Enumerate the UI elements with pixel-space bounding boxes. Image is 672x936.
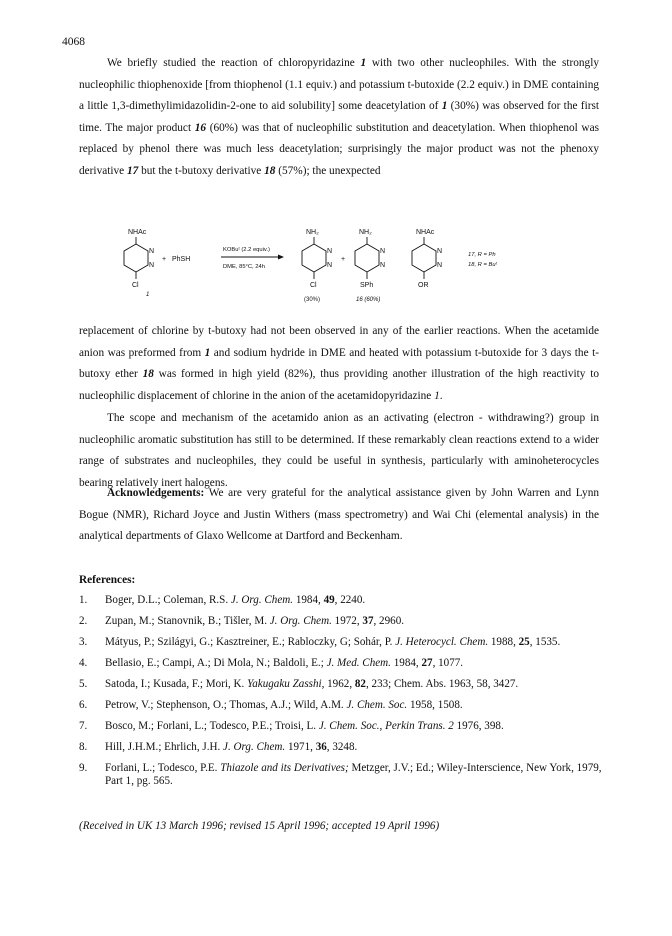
svg-text:OR: OR (418, 282, 429, 289)
reference-text: Forlani, L.; Todesco, P.E. Thiazole and its Derivatives; Metzger, J.V.; Ed.; Wiley-Interscience, New York, 1979, Part 1, pg. 565. (105, 762, 602, 787)
reference-text: Hill, J.H.M.; Ehrlich, J.H. J. Org. Chem. 1971, 36, 3248. (105, 741, 358, 753)
svg-text:NHAc: NHAc (416, 229, 435, 236)
svg-text:NH₂: NH₂ (306, 229, 319, 236)
svg-text:+: + (162, 256, 167, 263)
paragraph-1: We briefly studied the reaction of chloropyridazine 1 with two other nucleophiles. With the strongly nucleophilic thiophenoxide [from thiophenol (1.1 equiv.) and potassium t-butoxide (2.2 equiv.) in DME containing a little 1,3-dimethylimidazolidin-2-one to aid solubility] some deacetylation of 1 (30%) was observed for the first time. The major product 16 (60%) was that of nucleophilic substitution and deacetylation. When thiophenol was replaced by phenol there was much less deacetylation; surprisingly the major product was not the phenoxy derivative 17 but the t-butoxy derivative 18 (57%); the unexpected (79, 57, 599, 177)
reference-number: 1. (79, 594, 88, 606)
paragraph-2: replacement of chlorine by t-butoxy had not been observed in any of the earlier reactions. When the acetamide anion was preformed from 1 and sodium hydride in DME and heated with potassium t-butoxide for 3 days the t-butoxy ether 18 was formed in high yield (82%), thus providing another illustration of the high reactivity to nucleophilic displacement of chlorine in the anion of the acetamidopyridazine 1. (79, 325, 599, 402)
reference-number: 2. (79, 615, 88, 627)
references-heading: References: (79, 574, 136, 586)
svg-text:17, R = Ph: 17, R = Ph (468, 252, 496, 258)
paragraph-3: The scope and mechanism of the acetamido anion as an activating (electron - withdrawing?) group in nucleophilic aromatic substitution has still to be determined. If these remarkably clean reactions extend to a wider range of substrates and nucleophiles, they could be useful in synthesis, particularly with aminoheterocycles bearing relatively inert halogens. (79, 412, 599, 489)
svg-text:Cl: Cl (310, 282, 317, 289)
reference-text: Mátyus, P.; Szilágyi, G.; Kasztreiner, E.; Rabloczky, G; Sohár, P. J. Heterocycl. Chem. 1988, 25, 1535. (105, 636, 561, 648)
svg-text:N: N (380, 248, 386, 255)
svg-text:(30%): (30%) (304, 297, 321, 303)
reference-text: Bosco, M.; Forlani, L.; Todesco, P.E.; Troisi, L. J. Chem. Soc., Perkin Trans. 2 1976, 398. (105, 720, 504, 732)
svg-text:KOBuᵗ (2.2 equiv.): KOBuᵗ (2.2 equiv.) (223, 247, 270, 253)
reactant-1-structure (124, 229, 154, 298)
reference-number: 7. (79, 720, 88, 732)
page-number: 4068 (62, 36, 85, 48)
acknowledgements: Acknowledgements: We are very grateful for the analytical assistance given by John Warren and Lynn Bogue (NMR), Richard Joyce and Justin Withers (mass spectrometry) and Wai Chi (elemental analysis) in the analytical departments of Glaxo Wellcome at Dartford and Beckenham. (79, 487, 599, 543)
svg-text:N: N (380, 262, 386, 269)
svg-text:N: N (327, 248, 333, 255)
reference-number: 8. (79, 741, 88, 753)
reference-text: Zupan, M.; Stanovnik, B.; Tišler, M. J. Org. Chem. 1972, 37, 2960. (105, 615, 405, 627)
svg-text:N: N (437, 262, 443, 269)
svg-text:+: + (341, 256, 346, 263)
svg-text:SPh: SPh (360, 282, 374, 289)
svg-text:N: N (327, 262, 333, 269)
product-b-structure (355, 229, 385, 303)
svg-text:PhSH: PhSH (172, 256, 191, 263)
reference-number: 4. (79, 657, 88, 669)
reference-number: 9. (79, 762, 88, 774)
reference-text: Boger, D.L.; Coleman, R.S. J. Org. Chem. 1984, 49, 2240. (105, 594, 366, 606)
reference-number: 6. (79, 699, 88, 711)
reference-text: Petrow, V.; Stephenson, O.; Thomas, A.J.; Wild, A.M. J. Chem. Soc. 1958, 1508. (105, 699, 463, 711)
svg-text:N: N (149, 262, 155, 269)
product-c-structure (412, 229, 442, 289)
svg-text:N: N (437, 248, 443, 255)
acknowledgements-heading: Acknowledgements: (107, 487, 205, 499)
received-dates: (Received in UK 13 March 1996; revised 15 April 1996; accepted 19 April 1996) (79, 820, 440, 832)
product-a-structure (302, 229, 332, 303)
reaction-scheme (108, 226, 548, 316)
svg-text:1: 1 (146, 292, 150, 298)
svg-text:NH₂: NH₂ (359, 229, 372, 236)
svg-text:Cl: Cl (132, 282, 139, 289)
svg-text:16 (60%): 16 (60%) (356, 297, 381, 303)
svg-text:NHAc: NHAc (128, 229, 147, 236)
reference-text: Satoda, I.; Kusada, F.; Mori, K. Yakugaku Zasshi, 1962, 82, 233; Chem. Abs. 1963, 58, 3427. (105, 678, 519, 690)
reference-text: Bellasio, E.; Campi, A.; Di Mola, N.; Baldoli, E.; J. Med. Chem. 1984, 27, 1077. (105, 657, 464, 669)
reference-number: 5. (79, 678, 88, 690)
svg-text:DME, 85°C, 24h: DME, 85°C, 24h (223, 264, 265, 270)
reference-number: 3. (79, 636, 88, 648)
svg-text:18, R = Buᵗ: 18, R = Buᵗ (468, 262, 497, 268)
svg-text:N: N (149, 248, 155, 255)
